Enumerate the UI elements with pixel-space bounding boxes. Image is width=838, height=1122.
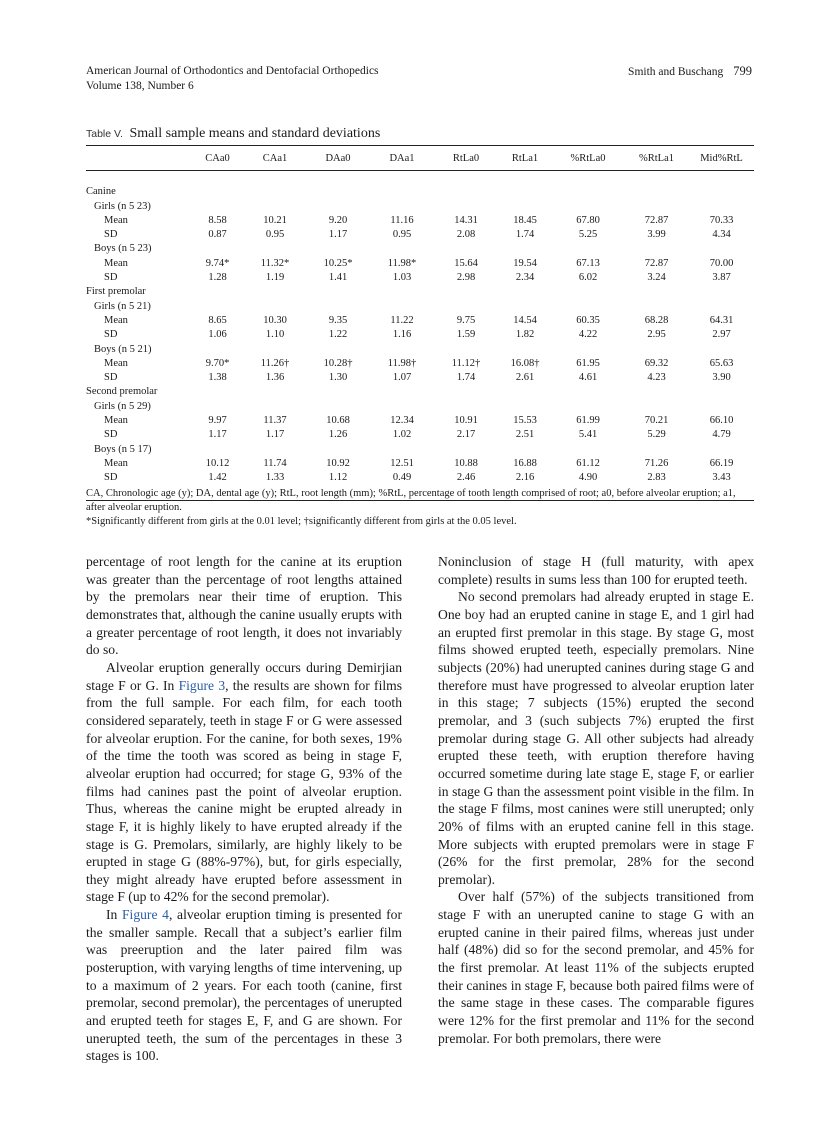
row-group-label: Girls (n 5 29) (94, 400, 151, 412)
table-cell (434, 300, 498, 314)
table-cell: 72.87 (644, 257, 669, 269)
table-cell (689, 343, 754, 357)
table-cell: 1.16 (392, 329, 412, 341)
table-cell: 61.12 (576, 457, 600, 469)
table-cell: 69.32 (644, 357, 669, 369)
table-row (86, 343, 754, 357)
footnote-abbreviations: CA, Chronologic age (y); DA, dental age (y); RtL, root length (mm); %RtL, percentage of tooth length comprised of root; a0, before alveolar eruption; a1, after alveolar eruption. (86, 488, 736, 513)
table-cell: 4.23 (647, 372, 666, 384)
table-cell: 1.74 (456, 372, 476, 384)
table-cell (370, 343, 434, 357)
table-cell (244, 385, 306, 399)
table-cell: 64.31 (709, 314, 734, 326)
paragraph-text: In (106, 907, 122, 923)
table-cell: 9.20 (328, 214, 348, 226)
table-row (86, 314, 754, 328)
table-cell (244, 400, 306, 414)
table-cell (306, 385, 370, 399)
table-cell: 1.59 (456, 329, 476, 341)
row-stat-label: SD (104, 429, 118, 441)
table-cell: 66.10 (709, 415, 734, 427)
table-cell (552, 242, 624, 256)
table-cell (370, 185, 434, 199)
data-table (86, 145, 754, 501)
table-cell: 66.19 (709, 457, 734, 469)
table-cell (370, 385, 434, 399)
table-cell (498, 200, 552, 214)
body-paragraph (438, 588, 754, 888)
table-cell: 14.31 (454, 214, 478, 226)
table-cell: 2.98 (456, 272, 476, 284)
body-column-left (86, 553, 402, 1065)
table-cell: 2.61 (515, 372, 535, 384)
table-cell: 10.12 (205, 457, 230, 469)
table-row (86, 457, 754, 471)
table-cell: 1.38 (208, 372, 227, 384)
table-row (86, 357, 754, 371)
table-cell: 71.26 (644, 457, 669, 469)
table-footnotes (86, 487, 756, 529)
table-cell (552, 443, 624, 457)
row-section-label: First premolar (86, 286, 146, 298)
table-cell: 61.95 (576, 357, 600, 369)
table-cell (689, 300, 754, 314)
table-cell: 10.68 (326, 415, 350, 427)
figure-link[interactable]: Figure 3 (178, 677, 226, 693)
table-row (86, 371, 754, 385)
table-cell (306, 242, 370, 256)
table-cell (624, 343, 689, 357)
column-header: RtLa1 (498, 146, 552, 171)
table-cell (244, 343, 306, 357)
table-cell: 1.17 (265, 429, 285, 441)
table-cell: 2.46 (456, 472, 476, 484)
row-stat-label: Mean (104, 357, 128, 369)
table-cell (624, 242, 689, 256)
table-cell: 15.64 (454, 257, 478, 269)
table-cell: 10.30 (263, 314, 287, 326)
table-cell: 10.21 (263, 214, 287, 226)
table-row (86, 414, 754, 428)
row-stat-label: SD (104, 229, 118, 241)
table-cell (306, 185, 370, 199)
row-stat-label: SD (104, 272, 118, 284)
table-cell (434, 285, 498, 299)
body-paragraph (438, 888, 754, 1047)
table-cell: 2.83 (647, 472, 666, 484)
table-cell: 8.58 (208, 214, 227, 226)
row-group-label: Girls (n 5 21) (94, 300, 151, 312)
table-cell: 10.92 (326, 457, 350, 469)
table-cell (244, 443, 306, 457)
table-cell: 2.34 (515, 272, 535, 284)
row-stat-label: Mean (104, 457, 128, 469)
row-group-label: Boys (n 5 23) (94, 243, 152, 255)
table-cell (498, 385, 552, 399)
journal-volume: Volume 138, Number 6 (86, 80, 194, 92)
table-cell (689, 242, 754, 256)
table-cell (434, 200, 498, 214)
table-cell (306, 400, 370, 414)
table-cell (191, 185, 244, 199)
paragraph-text: percentage of root length for the canine at its eruption was greater than the percentage of root lengths attained by the premolars near their time of eruption. This demonstrates that, although the canine usually erupts with a greater percentage of root length, it does not invariably do so. (86, 554, 402, 658)
page-number: 799 (733, 64, 752, 78)
table-cell: 12.51 (390, 457, 414, 469)
table-cell: 67.13 (576, 257, 600, 269)
body-paragraph (86, 906, 402, 1065)
table-cell (552, 285, 624, 299)
table-cell (552, 200, 624, 214)
table-cell (191, 300, 244, 314)
table-cell: 2.17 (456, 429, 476, 441)
table-cell: 2.95 (647, 329, 666, 341)
column-header: CAa1 (244, 146, 306, 171)
running-header-right (628, 64, 752, 79)
table-cell: 18.45 (513, 214, 537, 226)
table-cell (434, 400, 498, 414)
paragraph-text: Alveolar eruption generally occurs during Demirjian stage F or G. In (86, 659, 402, 693)
table-cell: 2.08 (456, 229, 476, 241)
table-cell: 9.97 (208, 415, 227, 427)
table-cell (498, 300, 552, 314)
table-cell: 10.88 (454, 457, 478, 469)
table-row (86, 200, 754, 214)
table-cell (624, 200, 689, 214)
table-row (86, 471, 754, 485)
table-cell (498, 185, 552, 199)
table-cell: 1.74 (515, 229, 535, 241)
paragraph-text: Over half (57%) of the subjects transitioned from stage F with an unerupted canine to stage G with an erupted canine in their paired films, whereas just under half (48%) did so for the second premolar, and 45% for the first premolar. At least 11% of the subjects erupted their canines in stage F, because both paired films were of the same stage in these cases. The comparable figures were 12% for the first premolar and 11% for the second premolar. For both premolars, there were (438, 889, 754, 1046)
table-cell (498, 285, 552, 299)
table-row (86, 300, 754, 314)
table-cell (306, 443, 370, 457)
table-cell (624, 385, 689, 399)
row-group-label: Girls (n 5 23) (94, 200, 151, 212)
table-cell: 8.65 (208, 314, 227, 326)
table-cell: 1.22 (328, 329, 348, 341)
body-paragraph (86, 659, 402, 906)
table-cell: 2.97 (712, 329, 731, 341)
table-cell: 1.03 (392, 272, 412, 284)
table-cell: 0.95 (265, 229, 285, 241)
table-cell: 11.37 (263, 415, 287, 427)
table-cell: 5.41 (578, 429, 598, 441)
figure-link[interactable]: Figure 4 (122, 907, 169, 923)
table-cell (370, 200, 434, 214)
table-cell (370, 285, 434, 299)
table-cell: 11.16 (390, 214, 414, 226)
table-cell: 1.33 (265, 472, 285, 484)
table-cell: 9.35 (328, 314, 348, 326)
table-cell: 3.24 (647, 272, 666, 284)
table-cell: 67.80 (576, 214, 600, 226)
table-cell: 1.12 (328, 472, 348, 484)
table-cell (689, 443, 754, 457)
table-cell (191, 285, 244, 299)
table-cell: 11.22 (390, 314, 414, 326)
table-cell (244, 242, 306, 256)
column-header: %RtLa0 (552, 146, 624, 171)
table-cell (498, 242, 552, 256)
table-cell: 5.25 (578, 229, 598, 241)
table-cell: 11.74 (263, 457, 287, 469)
table-cell (689, 400, 754, 414)
table-cell: 2.51 (515, 429, 535, 441)
table-cell: 9.74* (205, 257, 230, 269)
table-cell: 16.08† (510, 357, 540, 369)
table-cell (689, 185, 754, 199)
row-section-label: Second premolar (86, 386, 158, 398)
row-stat-label: Mean (104, 214, 128, 226)
table-cell (689, 385, 754, 399)
table-cell: 11.12† (451, 357, 481, 369)
table-cell (434, 443, 498, 457)
row-stat-label: Mean (104, 257, 128, 269)
column-header: DAa1 (370, 146, 434, 171)
table-cell: 1.28 (208, 272, 227, 284)
table-cell: 65.63 (709, 357, 734, 369)
table-cell: 5.29 (647, 429, 666, 441)
table-cell: 19.54 (513, 257, 537, 269)
table-cell: 16.88 (513, 457, 537, 469)
table-cell: 1.36 (265, 372, 285, 384)
row-group-label: Boys (n 5 17) (94, 443, 152, 455)
table-cell: 10.91 (454, 415, 478, 427)
journal-name: American Journal of Orthodontics and Dentofacial Orthopedics (86, 65, 379, 77)
table-cell: 1.82 (515, 329, 535, 341)
footnote-significance: *Significantly different from girls at the 0.01 level; †significantly different from girls at the 0.05 level. (86, 516, 517, 527)
table-cell: 3.90 (712, 372, 731, 384)
row-stat-label: Mean (104, 314, 128, 326)
table-cell: 0.95 (392, 229, 412, 241)
table-cell (244, 200, 306, 214)
table-cell: 72.87 (644, 214, 669, 226)
table-cell (552, 300, 624, 314)
table-cell: 1.06 (208, 329, 227, 341)
table-cell: 1.30 (328, 372, 348, 384)
table-cell: 6.02 (578, 272, 598, 284)
table-cell (244, 185, 306, 199)
table-cell: 70.33 (709, 214, 734, 226)
table-cell: 1.17 (208, 429, 227, 441)
table-cell: 3.99 (647, 229, 666, 241)
table-cell: 4.61 (578, 372, 598, 384)
table-cell: 12.34 (390, 415, 414, 427)
table-cell: 68.28 (644, 314, 669, 326)
column-header: DAa0 (306, 146, 370, 171)
table-title (86, 126, 380, 142)
table-cell (191, 385, 244, 399)
column-header: Mid%RtL (689, 146, 754, 171)
table-cell: 1.02 (392, 429, 412, 441)
paragraph-text: , the results are shown for films from the full sample. For each film, for each tooth considered separately, teeth in stage F or G were assessed for alveolar eruption. For the canine, for both sexes, 19% of the time the tooth was scored as being in stage F, alveolar eruption had occurred; for stage G, 93% of the films had canines past the point of alveolar eruption. Thus, whereas the canine might be erupted already in stage F, it is highly likely to have erupted already if the stage is G. Premolars, similarly, are highly likely to be erupted in stage G (88%-97%), but, for girls especially, they might already have erupted before assessment in stage F (up to 42% for the second premolar). (86, 677, 403, 905)
table-cell: 1.17 (328, 229, 348, 241)
table-header-row (86, 146, 754, 171)
table-row (86, 228, 754, 242)
table-cell (498, 343, 552, 357)
table-cell (306, 300, 370, 314)
table-label: Table V. (86, 128, 123, 140)
body-paragraph (438, 553, 754, 588)
table-cell (552, 185, 624, 199)
table-cell: 9.75 (456, 314, 476, 326)
row-stat-label: SD (104, 472, 118, 484)
table-cell (306, 200, 370, 214)
table-cell: 0.49 (392, 472, 412, 484)
table-cell: 11.98* (387, 257, 417, 269)
row-section-label: Canine (86, 186, 116, 198)
table-cell (624, 285, 689, 299)
table-cell (244, 285, 306, 299)
table-cell (624, 443, 689, 457)
stub-header (86, 146, 191, 171)
table-row (86, 185, 754, 199)
table-cell: 11.98† (387, 357, 417, 369)
table-cell: 3.87 (712, 272, 731, 284)
table-cell (552, 343, 624, 357)
table-cell: 1.10 (265, 329, 285, 341)
table-cell: 61.99 (576, 415, 600, 427)
table-cell (498, 443, 552, 457)
table-cell (191, 443, 244, 457)
table-cell (306, 285, 370, 299)
table-cell (191, 400, 244, 414)
table-cell: 4.22 (578, 329, 598, 341)
table-row (86, 443, 754, 457)
table-cell: 3.43 (712, 472, 731, 484)
row-stat-label: Mean (104, 415, 128, 427)
table-cell (191, 242, 244, 256)
body-paragraph (86, 553, 402, 659)
table-cell: 2.16 (515, 472, 535, 484)
table-cell: 11.32* (260, 257, 290, 269)
row-group-label: Boys (n 5 21) (94, 343, 152, 355)
table-cell (434, 385, 498, 399)
table-cell (689, 285, 754, 299)
table-cell: 14.54 (513, 314, 537, 326)
table-row (86, 257, 754, 271)
table-row (86, 400, 754, 414)
table-row (86, 271, 754, 285)
table-row (86, 428, 754, 442)
table-cell: 15.53 (513, 415, 537, 427)
table-row (86, 328, 754, 342)
table-cell (370, 443, 434, 457)
running-authors: Smith and Buschang (628, 66, 724, 78)
table-cell (624, 300, 689, 314)
row-stat-label: SD (104, 329, 118, 341)
table-row (86, 242, 754, 256)
table-cell: 10.25* (323, 257, 353, 269)
table-cell: 11.26† (260, 357, 290, 369)
body-column-right (438, 553, 754, 1047)
table-caption: Small sample means and standard deviations (129, 126, 381, 141)
table-cell (552, 385, 624, 399)
table-cell: 1.26 (328, 429, 348, 441)
table-cell (498, 400, 552, 414)
table-cell (434, 242, 498, 256)
table-cell (434, 343, 498, 357)
table-cell: 70.21 (644, 415, 669, 427)
paragraph-text: , alveolar eruption timing is presented for the smaller sample. Recall that a subject’s earlier film was preeruption and the later paired film was posteruption, with varying lengths of time intervening, up to a maximum of 2 years. For each tooth (canine, first premolar, second premolar), the percentages of unerupted and erupted teeth for stages E, F, and G are shown. For unerupted teeth, the sum of the percentages in these 3 stages is 100. (86, 907, 402, 1064)
table-cell: 0.87 (208, 229, 227, 241)
table-cell (370, 242, 434, 256)
spacer-cell (86, 171, 754, 186)
table-cell: 1.42 (208, 472, 227, 484)
table-cell: 1.07 (392, 372, 412, 384)
table-cell (370, 300, 434, 314)
table-cell: 4.90 (578, 472, 598, 484)
table-cell (191, 343, 244, 357)
column-header: RtLa0 (434, 146, 498, 171)
table-body (86, 171, 754, 501)
table-cell: 10.28† (323, 357, 353, 369)
table-cell (434, 185, 498, 199)
table-row (86, 385, 754, 399)
table-cell: 60.35 (576, 314, 600, 326)
table-spacer (86, 171, 754, 186)
table-cell (552, 400, 624, 414)
column-header: CAa0 (191, 146, 244, 171)
running-header-journal (86, 64, 379, 94)
table-cell (306, 343, 370, 357)
table-cell: 70.00 (709, 257, 734, 269)
table-cell: 1.41 (328, 272, 348, 284)
table-cell: 4.34 (712, 229, 731, 241)
paragraph-text: Noninclusion of stage H (full maturity, with apex complete) results in sums less than 100 for erupted teeth. (438, 554, 754, 587)
table-cell (244, 300, 306, 314)
table-cell (689, 200, 754, 214)
table-cell: 1.19 (265, 272, 285, 284)
table-cell (370, 400, 434, 414)
column-header: %RtLa1 (624, 146, 689, 171)
table-cell: 9.70* (205, 357, 230, 369)
paragraph-text: No second premolars had already erupted in stage E. One boy had an erupted canine in stage E, and 1 girl had an erupted first premolar in this stage. By stage G, most films showed erupted teeth, especially premolars. Nine subjects (20%) had unerupted canines during stage G and therefore must have progressed to alveolar eruption later in this stage; 7 subjects (15%) erupted the second premolar, and 3 (such subjects 7%) erupted the first premolar during stage G. All other subjects had already erupted these teeth, with eruption therefore having occurred sometime during late stage E, stage F, or earlier in stage G than the assessment point visible in the film. In the stage F films, most canines were still unerupted; only 20% of films with an erupted canine fell in this stage. More subjects with erupted premolars were in stage F (26% for the first premolar, 28% for the second premolar). (438, 589, 754, 887)
table-cell (624, 185, 689, 199)
table-cell (191, 200, 244, 214)
table-cell (624, 400, 689, 414)
table-row (86, 285, 754, 299)
table-row (86, 214, 754, 228)
table-cell: 4.79 (712, 429, 731, 441)
row-stat-label: SD (104, 372, 118, 384)
